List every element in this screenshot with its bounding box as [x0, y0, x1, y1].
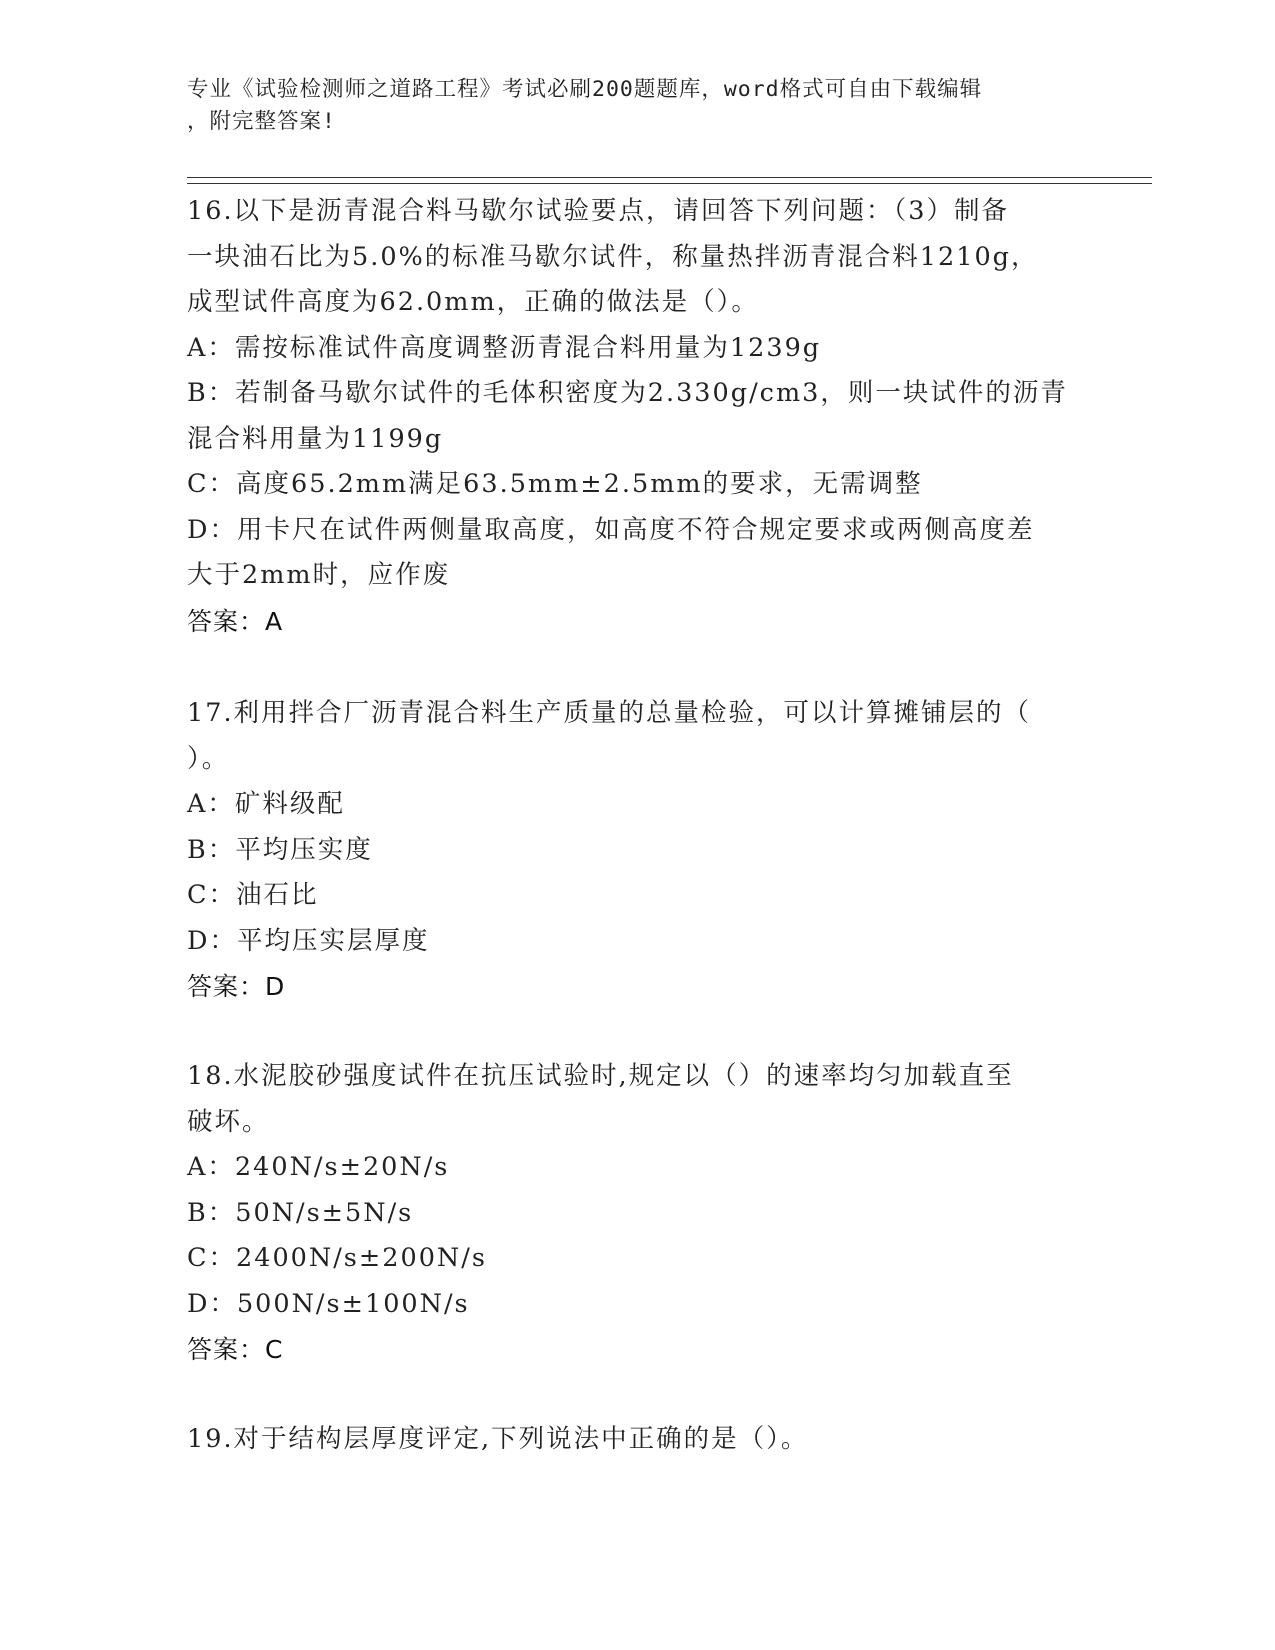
option-b: B：若制备马歇尔试件的毛体积密度为2.330g/cm3，则一块试件的沥青: [187, 378, 1068, 408]
answer-label: 答案：A: [187, 606, 284, 636]
option-a: A：需按标准试件高度调整沥青混合料用量为1239g: [187, 332, 822, 363]
question-16: [187, 189, 1087, 644]
header-divider-top: [187, 177, 1152, 178]
question-stem-line: 16.以下是沥青混合料马歇尔试验要点，请回答下列问题：（3）制备: [187, 196, 1010, 226]
option-d: D：用卡尺在试件两侧量取高度，如高度不符合规定要求或两侧高度差: [187, 514, 1035, 545]
question-18: [187, 1054, 1087, 1373]
header-divider-bottom: [187, 183, 1152, 184]
question-stem-line: 19.对于结构层厚度评定,下列说法中正确的是（）。: [187, 1424, 809, 1454]
question-stem-line: 17.利用拌合厂沥青混合料生产质量的总量检验，可以计算摊铺层的（: [187, 698, 1032, 728]
question-17: [187, 691, 1087, 1010]
question-stem-line: 18.水泥胶砂强度试件在抗压试验时,规定以（）的速率均匀加载直至: [187, 1061, 1014, 1091]
option-a: A：矿料级配: [187, 789, 345, 819]
document-header: [187, 74, 1067, 138]
question-stem-line: 一块油石比为5.0%的标准马歇尔试件，称量热拌沥青混合料1210g，: [187, 241, 1039, 272]
question-19: [187, 1417, 1087, 1463]
question-stem-line: 成型试件高度为62.0mm，正确的做法是（）。: [187, 287, 759, 317]
option-c: C：油石比: [187, 880, 319, 910]
option-d-continued: 大于2mm时，应作废: [187, 560, 451, 590]
header-line: ，附完整答案!: [187, 109, 336, 134]
option-b: B：50N/s±5N/s: [187, 1197, 414, 1228]
option-b: B：平均压实度: [187, 834, 373, 865]
option-b-continued: 混合料用量为1199g: [187, 423, 444, 454]
header-line: 专业《试验检测师之道路工程》考试必刷200题题库，word格式可自由下载编辑: [187, 77, 983, 102]
question-stem-line: 破坏。: [187, 1106, 270, 1137]
option-d: D：500N/s±100N/s: [187, 1288, 470, 1319]
option-c: C：高度65.2mm满足63.5mm±2.5mm的要求，无需调整: [187, 469, 923, 499]
question-stem-line: ）。: [187, 743, 230, 774]
option-a: A：240N/s±20N/s: [187, 1152, 450, 1182]
option-c: C：2400N/s±200N/s: [187, 1243, 487, 1273]
answer-label: 答案：C: [187, 1335, 284, 1364]
option-d: D：平均压实层厚度: [187, 925, 430, 956]
answer-label: 答案：D: [187, 972, 286, 1001]
